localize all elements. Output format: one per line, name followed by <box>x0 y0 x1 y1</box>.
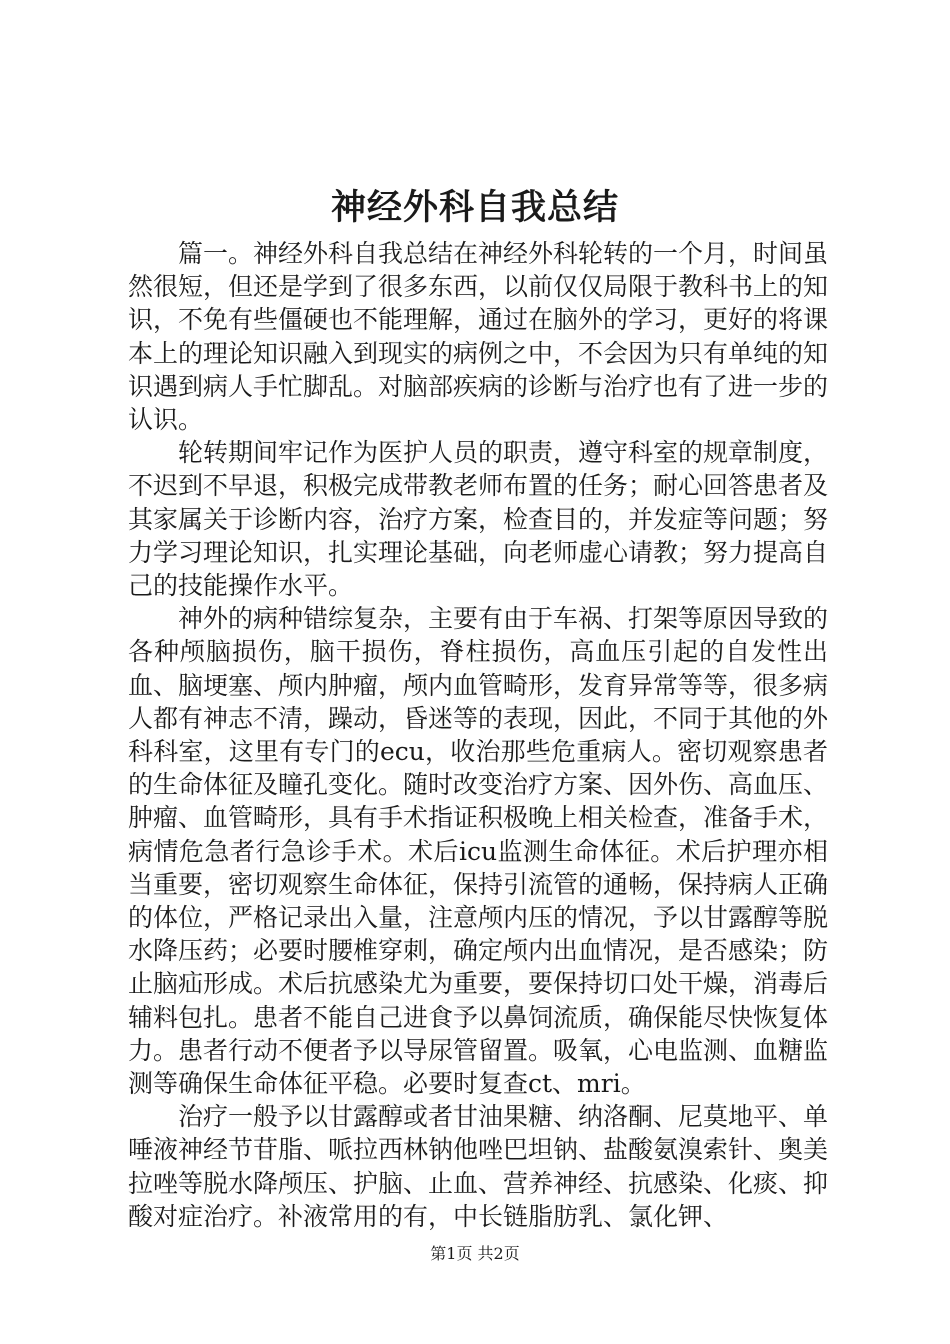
document-title: 神经外科自我总结 <box>330 188 619 228</box>
page-number-footer: 第1页 共2页 <box>430 1244 520 1263</box>
document-body <box>128 237 828 1233</box>
paragraph-4: 治疗一般予以甘露醇或者甘油果糖、纳洛酮、尼莫地平、单唾液神经节苷脂、哌拉西林钠他唑巴坦钠、盐酸氨溴索针、奥美拉唑等脱水降颅压、护脑、止血、营养神经、抗感染、化痰、抑酸对症治疗。补液常用的有，中长链脂肪乳、氯化钾、 <box>128 1102 829 1231</box>
paragraph-3: 神外的病种错综复杂，主要有由于车祸、打架等原因导致的各种颅脑损伤，脑干损伤，脊柱损伤，高血压引起的自发性出血、脑埂塞、颅内肿瘤，颅内血管畸形，发育异常等等，很多病人都有神志不清，躁动，昏迷等的表现，因此，不同于其他的外科科室，这里有专门的ecu，收治那些危重病人。密切观察患者的生命体征及瞳孔变化。随时改变治疗方案、因外伤、高血压、肿瘤、血管畸形，具有手术指证积极晚上相关检查，准备手术，病情危急者行急诊手术。术后icu监测生命体征。术后护理亦相当重要，密切观察生命体征，保持引流管的通畅，保持病人正确的体位，严格记录出入量，注意颅内压的情况，予以甘露醇等脱水降压药；必要时腰椎穿刺，确定颅内出血情况，是否感染；防止脑疝形成。术后抗感染尤为重要，要保持切口处干燥，消毒后辅料包扎。患者不能自己进食予以鼻饲流质，确保能尽快恢复体力。患者行动不便者予以导尿管留置。吸氧，心电监测、血糖监测等确保生命体征平稳。必要时复查ct、mri。 <box>128 604 829 1099</box>
paragraph-1: 篇一。神经外科自我总结在神经外科轮转的一个月，时间虽然很短，但还是学到了很多东西，以前仅仅局限于教科书上的知识，不免有些僵硬也不能理解，通过在脑外的学习，更好的将课本上的理论知识融入到现实的病例之中，不会因为只有单纯的知识遇到病人手忙脚乱。对脑部疾病的诊断与治疗也有了进一步的认识。 <box>128 239 829 435</box>
paragraph-2: 轮转期间牢记作为医护人员的职责，遵守科室的规章制度，不迟到不早退，积极完成带教老师布置的任务；耐心回答患者及其家属关于诊断内容，治疗方案，检查目的，并发症等问题；努力学习理论知识，扎实理论基础，向老师虚心请教；努力提高自己的技能操作水平。 <box>128 438 829 601</box>
